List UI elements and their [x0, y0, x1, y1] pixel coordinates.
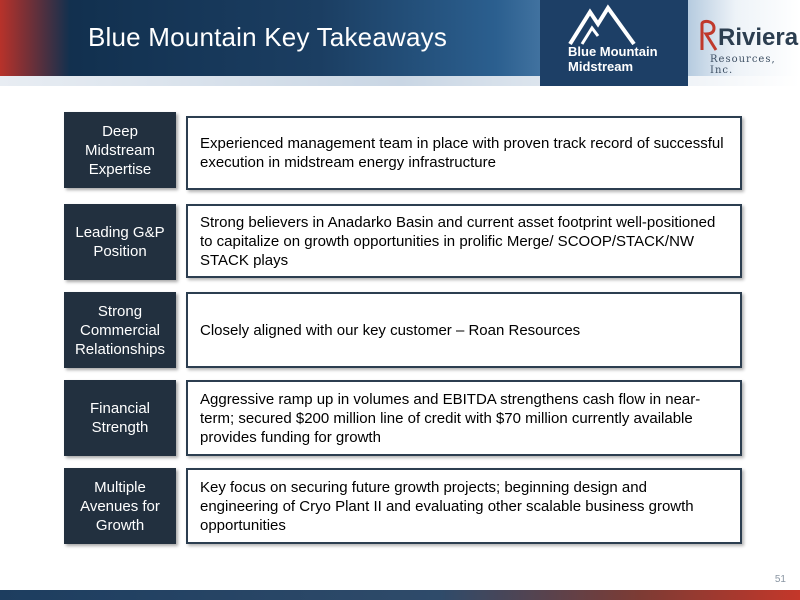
riviera-name: Riviera	[718, 24, 799, 51]
blue-mountain-logo	[540, 0, 688, 86]
takeaway-label	[64, 380, 176, 456]
blue-mountain-wordmark	[568, 44, 658, 74]
takeaway-label-text: Strong Commercial Relationships	[74, 302, 166, 358]
takeaway-text: Aggressive ramp up in volumes and EBITDA strengthens cash flow in near-term; secured $200 million line of credit with $70 million currently available provides funding for growth	[200, 390, 701, 446]
takeaway-box	[186, 116, 742, 190]
takeaway-label	[64, 204, 176, 280]
takeaway-box	[186, 292, 742, 368]
takeaway-text: Closely aligned with our key customer – Roan Resources	[200, 321, 581, 339]
page-number: 51	[774, 574, 786, 585]
takeaway-label	[64, 292, 176, 368]
takeaway-label	[64, 112, 176, 188]
takeaway-label-text: Leading G&P Position	[75, 224, 165, 260]
blue-mountain-line1: Blue Mountain	[568, 44, 658, 59]
riviera-logo	[696, 10, 799, 76]
takeaway-box	[186, 204, 742, 278]
slide-title: Blue Mountain Key Takeaways	[88, 22, 448, 52]
takeaway-box	[186, 468, 742, 544]
takeaway-text: Strong believers in Anadarko Basin and current asset footprint well-positioned to capitalize on growth opportunities in prolific Merge/ SCOOP/STACK/NW STACK plays	[200, 213, 716, 269]
header-red-accent	[0, 0, 70, 86]
takeaway-label-text: Financial Strength	[89, 400, 151, 436]
slide-header	[0, 0, 800, 86]
takeaway-text: Experienced management team in place with proven track record of successful execution in midstream energy infrastructure	[200, 135, 724, 171]
takeaway-text: Key focus on securing future growth projects; beginning design and engineering of Cryo Plant II and evaluating other scalable business growth opportunities	[200, 478, 694, 534]
mountain-icon	[568, 4, 636, 46]
riviera-subtitle: Resources, Inc.	[710, 54, 776, 76]
takeaway-box	[186, 380, 742, 456]
footer-bar	[0, 590, 800, 600]
takeaway-label	[64, 468, 176, 544]
blue-mountain-line2: Midstream	[568, 59, 634, 74]
takeaway-label-text: Deep Midstream Expertise	[84, 122, 155, 178]
riviera-r-icon	[698, 18, 720, 52]
takeaway-label-text: Multiple Avenues for Growth	[80, 478, 160, 534]
